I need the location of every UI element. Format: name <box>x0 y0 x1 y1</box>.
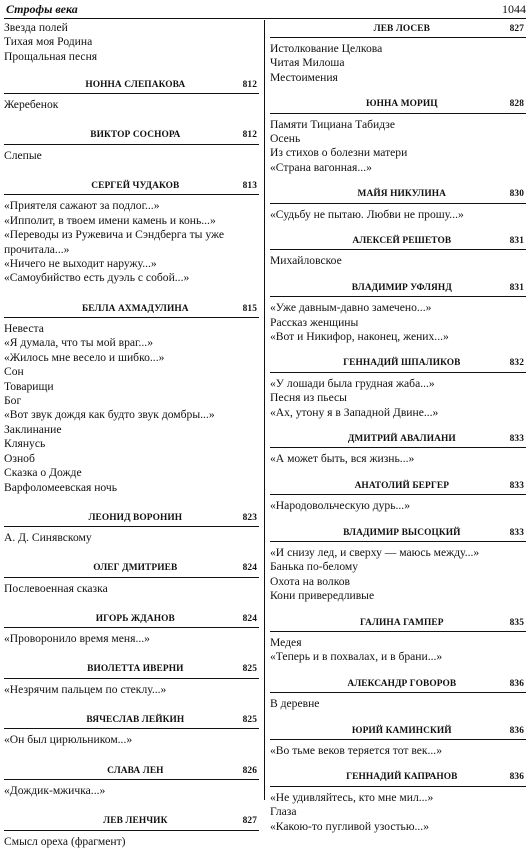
author-heading <box>270 431 526 448</box>
author-name: БЕЛЛА АХМАДУЛИНА <box>81 303 189 314</box>
author-page-number: 833 <box>509 527 524 538</box>
poem-title: Осень <box>270 132 301 146</box>
author-section <box>4 178 259 285</box>
left-author-list <box>4 77 259 849</box>
right-author-list <box>270 21 526 834</box>
author-heading <box>270 676 526 693</box>
poem-title: «Ипполит, в твоем имени камень и конь...» <box>4 213 216 227</box>
author-page-number: 825 <box>242 715 257 726</box>
author-page-number: 836 <box>509 678 524 689</box>
page-number: 1044 <box>502 2 526 16</box>
author-name: МАЙЯ НИКУЛИНА <box>357 189 447 200</box>
poem-title: Рассказ женщины <box>270 315 359 329</box>
poem-title: Глаза <box>270 805 297 819</box>
author-section <box>4 814 259 849</box>
poem-title: «Народовольческую дурь...» <box>270 499 411 513</box>
author-section <box>4 510 259 545</box>
poem-title: «Ничего не выходит наружу...» <box>4 257 157 271</box>
author-page-number: 813 <box>242 181 257 191</box>
poem-title: Заклинание <box>4 422 62 436</box>
poem-title: «Проворонило время меня...» <box>4 632 150 646</box>
poem-title: «Самоубийство есть дуэль с собой...» <box>4 271 190 285</box>
author-name: ГАЛИНА ГАМПЕР <box>360 617 444 628</box>
author-heading <box>270 723 526 740</box>
author-page-number: 812 <box>242 79 257 90</box>
poem-title: Тихая моя Родина <box>4 35 93 49</box>
poem-title: «Вот и Никифор, наконец, жених...» <box>270 330 449 344</box>
poem-title: «Во тьме веков теряется тот век...» <box>270 744 442 758</box>
poem-title: Памяти Тициана Табидзе <box>270 117 395 131</box>
poem-title: Из стихов о болезни матери <box>270 146 408 160</box>
author-section <box>4 611 259 646</box>
poem-title: Банька по-белому <box>270 560 359 574</box>
author-heading <box>4 611 259 628</box>
author-page-number: 833 <box>509 434 524 445</box>
author-name: ВЛАДИМИР УФЛЯНД <box>351 282 452 293</box>
author-name: ВИКТОР СОСНОРА <box>90 130 181 141</box>
author-page-number: 827 <box>509 23 524 34</box>
poem-title: В деревне <box>270 697 320 711</box>
column-divider <box>264 20 265 800</box>
poem-title: Сказка о Дожде <box>4 466 82 480</box>
poem-title: Варфоломеевская ночь <box>4 480 118 494</box>
poem-title: Слепые <box>4 148 42 162</box>
author-section <box>270 615 526 665</box>
author-heading <box>270 525 526 542</box>
author-name: ЛЕВ ЛОСЕВ <box>373 23 431 34</box>
right-column <box>270 21 526 845</box>
poem-title: Звезда полей <box>4 21 68 34</box>
poem-title: «И снизу лед, и сверху — маюсь между...» <box>270 546 480 560</box>
poem-title: Кони привередливые <box>270 589 375 603</box>
poem-title: Михайловское <box>270 254 342 268</box>
poem-title: «А может быть, вся жизнь...» <box>270 452 415 466</box>
author-page-number: 827 <box>242 816 257 827</box>
author-page-number: 830 <box>509 189 524 200</box>
author-section <box>4 662 259 697</box>
poem-title: Медея <box>270 636 302 650</box>
author-section <box>270 431 526 466</box>
poem-title: «Не удивляйтесь, кто мне мил...» <box>270 790 434 804</box>
poem-title: «Он был цирюльником...» <box>4 733 133 747</box>
author-page-number: 833 <box>509 480 524 491</box>
author-page-number: 828 <box>509 99 524 110</box>
author-heading <box>4 814 259 831</box>
author-heading <box>270 21 526 38</box>
author-heading <box>270 615 526 632</box>
author-page-number: 832 <box>509 358 524 369</box>
author-heading <box>4 763 259 780</box>
poem-title: «Какою-то пугливой узостью...» <box>270 819 429 833</box>
author-section <box>270 723 526 758</box>
author-heading <box>4 301 259 318</box>
author-section <box>270 280 526 344</box>
author-name: ЮРИЙ КАМИНСКИЙ <box>351 725 452 736</box>
author-name: ДМИТРИЙ АВАЛИАНИ <box>347 434 456 445</box>
author-section <box>270 187 526 222</box>
author-heading <box>270 233 526 250</box>
poem-title: Истолкование Целкова <box>270 42 383 55</box>
author-page-number: 826 <box>242 765 257 776</box>
author-name: АЛЕКСЕЙ РЕШЕТОВ <box>352 236 452 247</box>
poem-title: «У лошади была грудная жаба...» <box>270 376 435 390</box>
author-section <box>4 763 259 798</box>
left-column <box>4 21 259 864</box>
poem-title: «Переводы из Ружевича и Сэндберга ты уже <box>4 228 224 242</box>
author-page-number: 824 <box>242 563 257 574</box>
poem-title: Сон <box>4 365 24 379</box>
author-heading <box>270 280 526 297</box>
poem-title: «Дождик-мжичка...» <box>4 784 106 798</box>
author-name: ИГОРЬ ЖДАНОВ <box>95 613 175 624</box>
author-name: ЛЕВ ЛЕНЧИК <box>103 816 168 827</box>
author-page-number: 836 <box>509 772 524 783</box>
poem-title: «Теперь и в похвалах, и в брани...» <box>270 650 443 664</box>
author-name: АНАТОЛИЙ БЕРГЕР <box>354 480 450 491</box>
author-name: ОЛЕГ ДМИТРИЕВ <box>93 563 178 574</box>
poem-title: А. Д. Синявскому <box>4 531 92 545</box>
poem-title: Жеребенок <box>4 98 59 112</box>
author-heading <box>4 77 259 94</box>
author-heading <box>4 712 259 729</box>
author-page-number: 836 <box>509 725 524 736</box>
author-page-number: 831 <box>509 282 524 293</box>
author-section <box>270 525 526 604</box>
author-section <box>270 21 526 85</box>
author-name: ВЛАДИМИР ВЫСОЦКИЙ <box>343 527 461 538</box>
poem-title: Прощальная песня <box>4 49 98 63</box>
poem-title: «Ах, утону я в Западной Двине...» <box>270 405 439 419</box>
author-name: СЛАВА ЛЕН <box>107 765 164 776</box>
author-name: ГЕННАДИЙ КАПРАНОВ <box>346 772 458 783</box>
author-page-number: 823 <box>242 512 257 523</box>
poem-title: Песня из пьесы <box>270 391 347 405</box>
poem-title: Читая Милоша <box>270 56 345 70</box>
intro-poems <box>4 21 259 64</box>
author-section <box>4 561 259 596</box>
poem-title: Товарищи <box>4 379 54 393</box>
poem-title: Клянусь <box>4 437 46 451</box>
poem-title: «Жилось мне весело и шибко...» <box>4 350 165 364</box>
author-heading <box>4 128 259 145</box>
author-name: ЛЕОНИД ВОРОНИН <box>88 512 183 523</box>
author-heading <box>4 510 259 527</box>
author-section <box>270 676 526 711</box>
author-section <box>4 128 259 163</box>
author-heading <box>4 561 259 578</box>
poem-title: «Вот звук дождя как будто звук домбры...» <box>4 408 215 422</box>
author-section <box>4 301 259 495</box>
author-section <box>4 712 259 747</box>
author-page-number: 824 <box>242 613 257 624</box>
poem-title: Смысл ореха (фрагмент) <box>4 834 126 848</box>
poem-title: «Я думала, что ты мой враг...» <box>4 336 153 350</box>
poem-title: Бог <box>4 394 22 408</box>
author-page-number: 812 <box>242 130 257 141</box>
author-name: ВЯЧЕСЛАВ ЛЕЙКИН <box>86 715 185 726</box>
author-page-number: 831 <box>509 236 524 247</box>
author-heading <box>270 97 526 114</box>
author-name: ВИОЛЕТТА ИВЕРНИ <box>87 664 184 675</box>
poem-title: «Страна вагонная...» <box>270 160 372 174</box>
author-name: СЕРГЕЙ ЧУДАКОВ <box>91 181 180 191</box>
author-section <box>270 97 526 176</box>
author-name: АЛЕКСАНДР ГОВОРОВ <box>347 678 457 689</box>
poem-title: Охота на волков <box>270 574 351 588</box>
author-section <box>4 77 259 112</box>
poem-title: прочитала...» <box>4 242 70 256</box>
poem-title: Местоимения <box>270 70 338 84</box>
author-heading <box>270 187 526 204</box>
poem-title: Послевоенная сказка <box>4 581 108 595</box>
author-heading <box>270 478 526 495</box>
author-name: ГЕННАДИЙ ШПАЛИКОВ <box>343 358 461 369</box>
running-title: Строфы века <box>6 2 78 16</box>
author-name: ЮННА МОРИЦ <box>365 99 438 110</box>
author-name: НОННА СЛЕПАКОВА <box>85 79 186 90</box>
author-page-number: 815 <box>242 303 257 314</box>
author-section <box>270 356 526 420</box>
author-page-number: 825 <box>242 664 257 675</box>
author-section <box>270 770 526 834</box>
poem-title: «Приятеля сажают за подлог...» <box>4 199 160 213</box>
poem-title: «Судьбу не пытаю. Любви не прошу...» <box>270 207 464 221</box>
author-section <box>270 233 526 268</box>
poem-title: «Незрячим пальцем по стеклу...» <box>4 682 167 696</box>
author-page-number: 835 <box>509 617 524 628</box>
author-heading <box>270 770 526 787</box>
author-heading <box>4 662 259 679</box>
poem-title: Озноб <box>4 451 35 465</box>
author-heading <box>4 178 259 195</box>
poem-title: «Уже давным-давно замечено...» <box>270 301 432 315</box>
poem-title: Невеста <box>4 322 44 336</box>
author-section <box>270 478 526 513</box>
page-header <box>4 2 526 19</box>
author-heading <box>270 356 526 373</box>
